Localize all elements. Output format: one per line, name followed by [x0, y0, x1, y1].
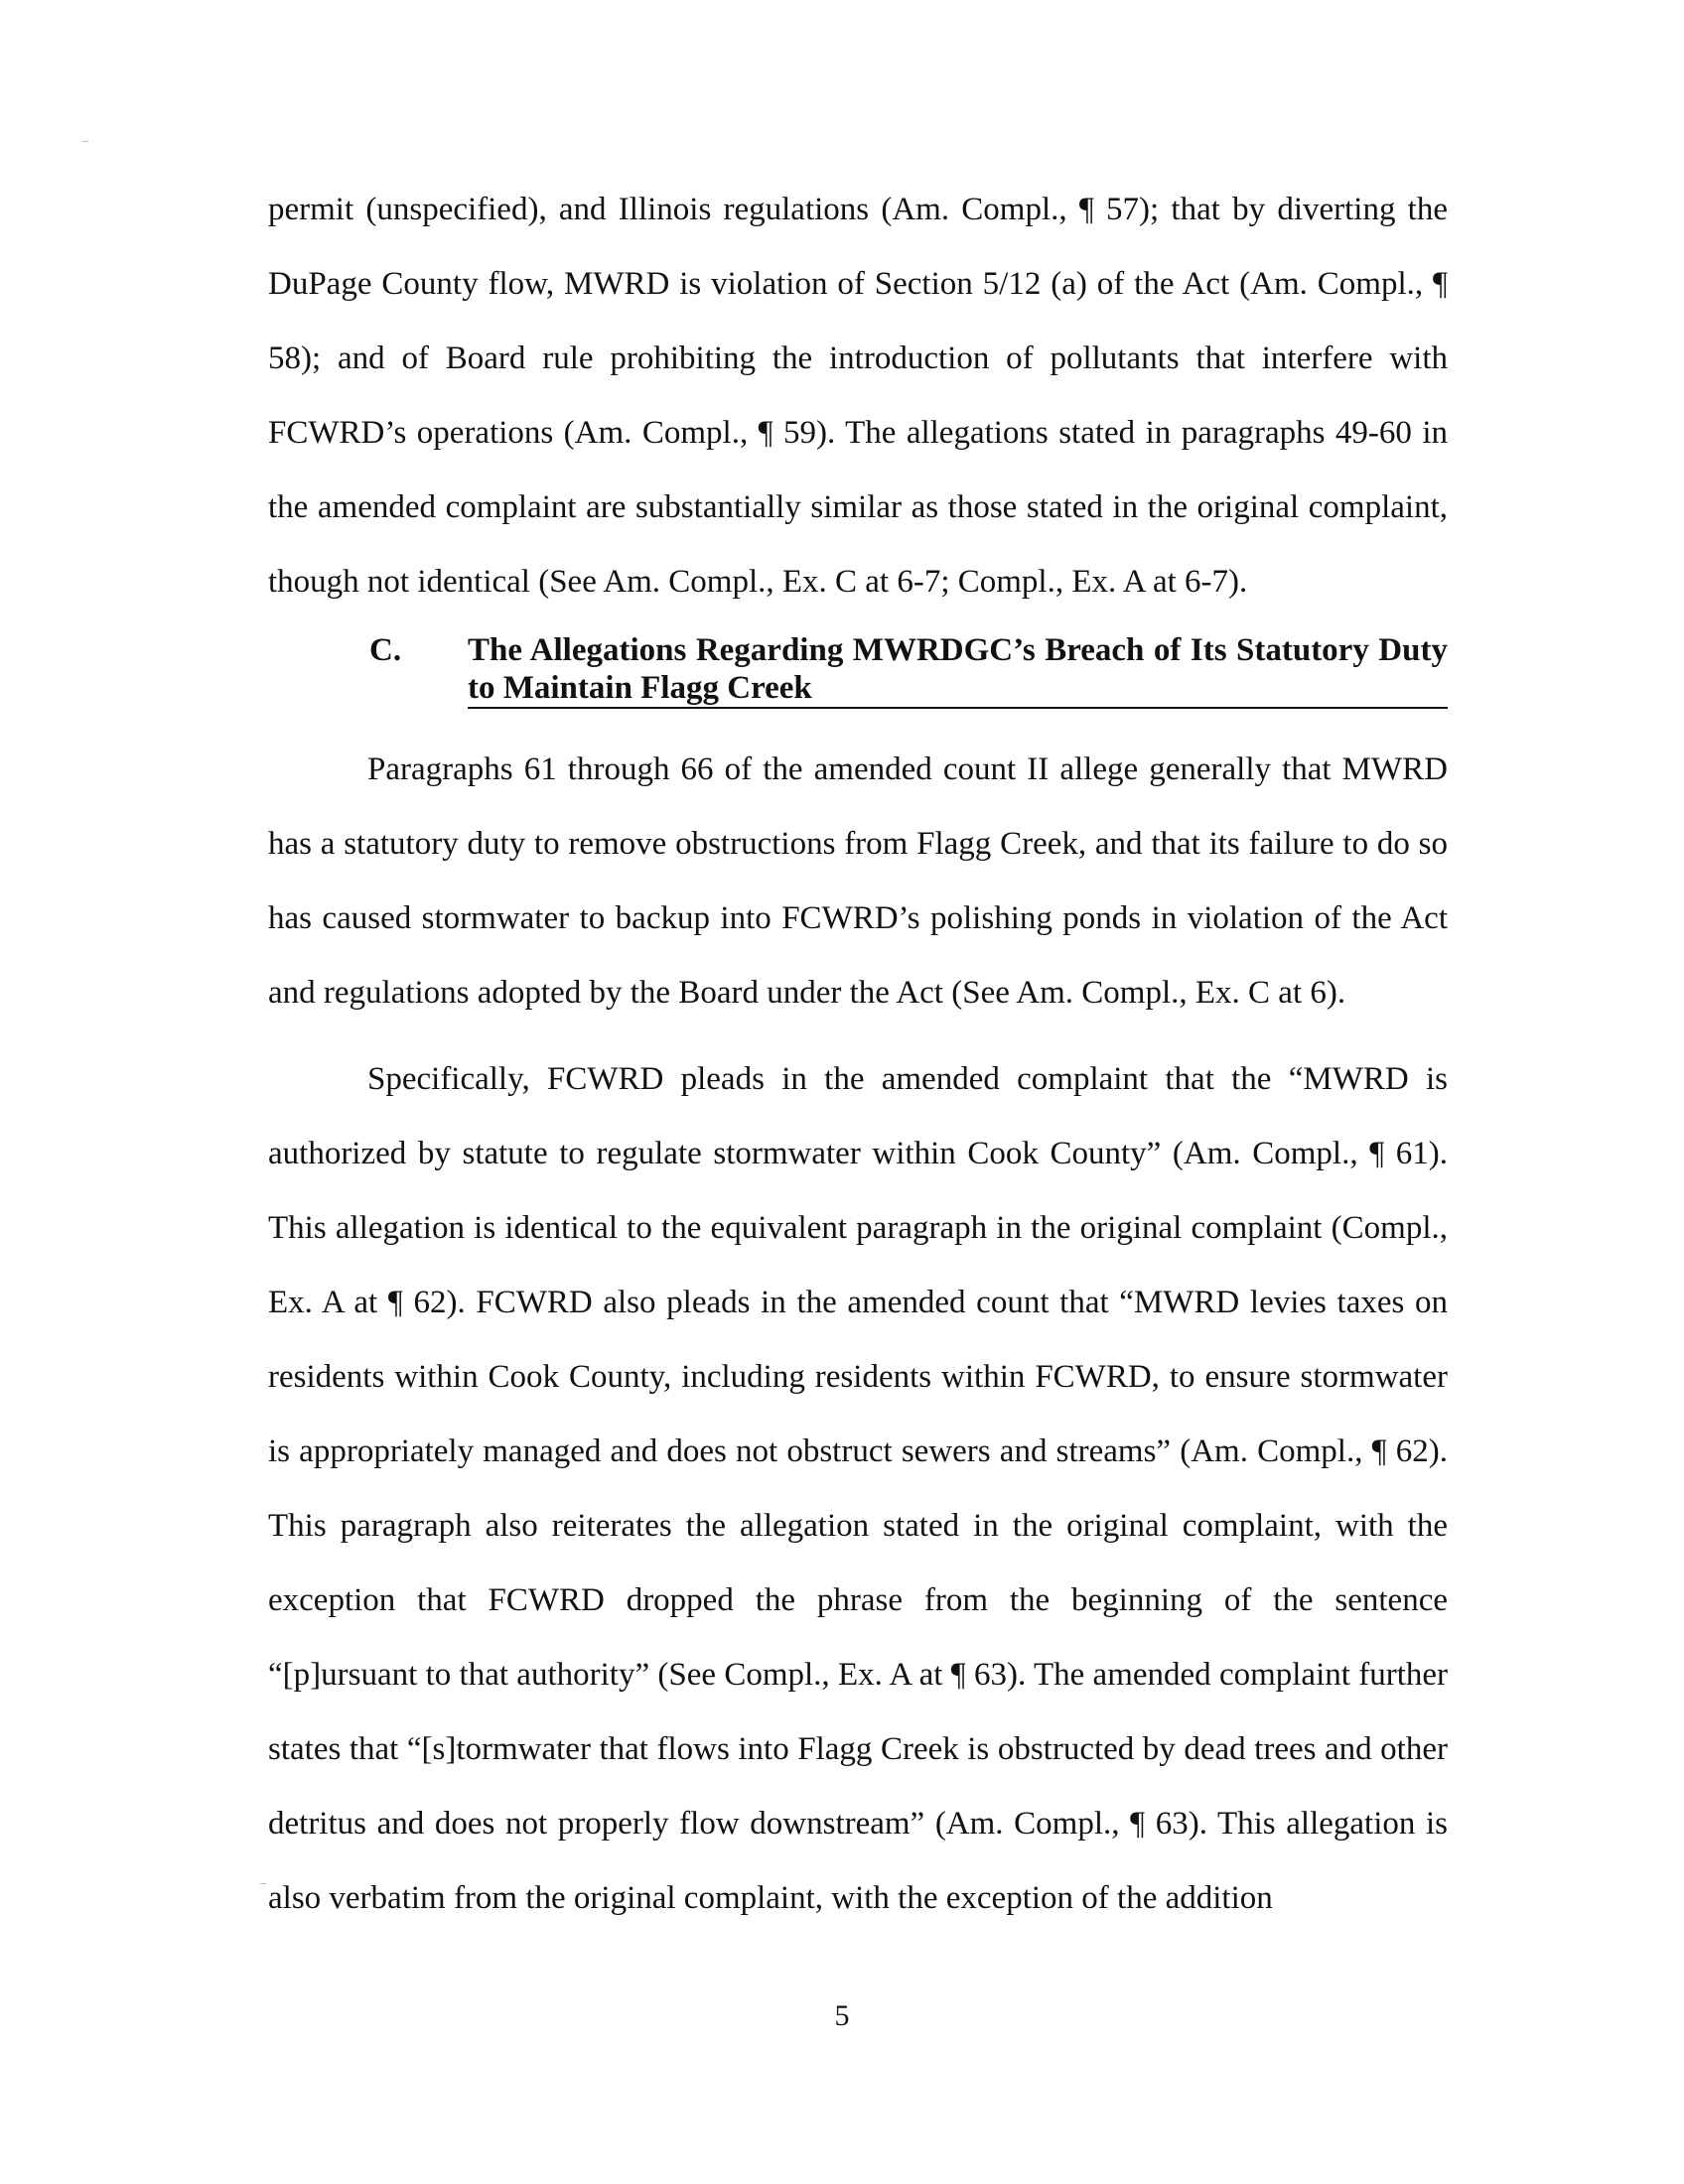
paragraph-specifics: Specifically, FCWRD pleads in the amended complaint that the “MWRD is authorized by statute to regulate stormwater within Cook County” (Am. Compl., ¶ 61). This allegation is identical to the equivalent paragraph in the original complaint (Compl., Ex. A at ¶ 62). FCWRD also pleads in the amended count that “MWRD levies taxes on residents within Cook County, including residents within FCWRD, to ensure stormwater is appropriately managed and does not obstruct sewers and streams” (Am. Compl., ¶ 62). This paragraph also reiterates the allegation stated in the original complaint, with the exception that FCWRD dropped the phrase from the beginning of the sentence “[p]ursuant to that authority” (See Compl., Ex. A at ¶ 63). The amended complaint further states that “[s]tormwater that flows into Flagg Creek is obstructed by dead trees and other detritus and does not properly flow downstream” (Am. Compl., ¶ 63). This allegation is also verbatim from the original complaint, with the exception of the addition: [268, 1061, 1448, 1916]
scan-artifact: [260, 1883, 266, 1884]
scan-artifact: [82, 141, 88, 142]
paragraph-continued: permit (unspecified), and Illinois regulations (Am. Compl., ¶ 57); that by diverting the DuPage County flow, MWRD is violation of Section 5/12 (a) of the Act (Am. Compl., ¶ 58); and of Board rule prohibiting the introduction of pollutants that interfere with FCWRD’s operations (Am. Compl., ¶ 59). The allegations stated in paragraphs 49-60 in the amended complaint are substantially similar as those stated in the original complaint, though not identical (See Am. Compl., Ex. C at 6-7; Compl., Ex. A at 6-7).: [268, 192, 1448, 600]
paragraph-overview: Paragraphs 61 through 66 of the amended count II allege generally that MWRD has a statutory duty to remove obstructions from Flagg Creek, and that its failure to do so has caused stormwater to backup into FCWRD’s polishing ponds in violation of the Act and regulations adopted by the Board under the Act (See Am. Compl., Ex. C at 6).: [268, 751, 1448, 1011]
page-number: 5: [834, 1999, 850, 2032]
section-heading: [370, 631, 1448, 709]
section-title-line-2: to Maintain Flagg Creek: [468, 669, 1448, 709]
section-title-line-1: The Allegations Regarding MWRDGC’s Breach of Its Statutory Duty: [468, 632, 1448, 668]
section-title: [468, 631, 1448, 709]
section-letter: C.: [369, 632, 402, 668]
